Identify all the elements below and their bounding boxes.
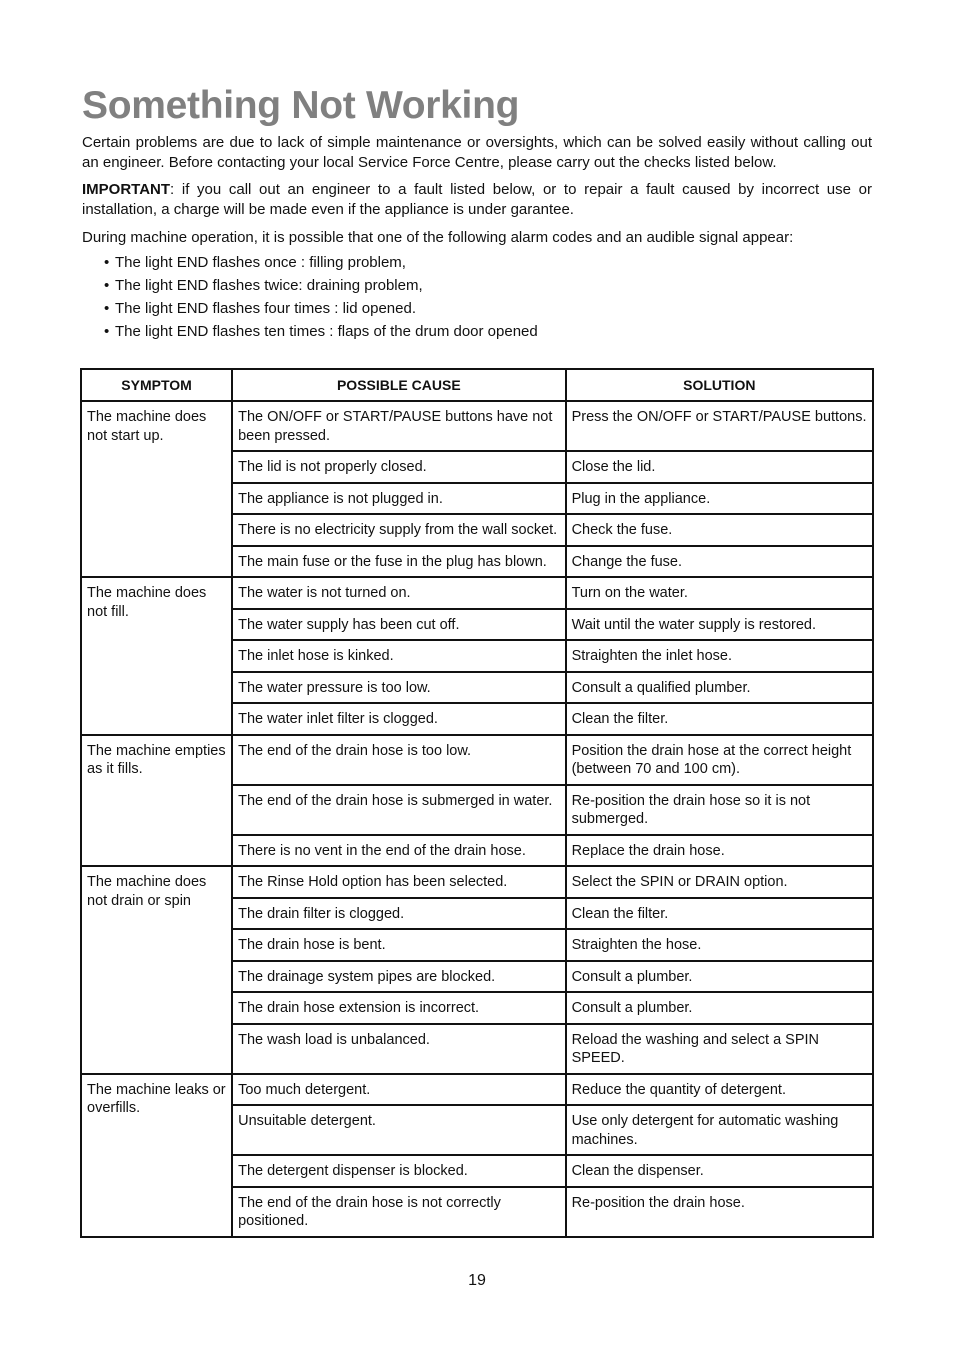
symptom-cell: The machine does not fill. bbox=[81, 577, 232, 735]
cause-cell: The end of the drain hose is submerged in water. bbox=[232, 785, 565, 835]
solution-cell: Consult a plumber. bbox=[566, 992, 873, 1024]
alarm-code-item bbox=[104, 299, 538, 322]
solution-cell: Clean the filter. bbox=[566, 703, 873, 735]
symptom-cell: The machine empties as it fills. bbox=[81, 735, 232, 867]
cause-cell: The ON/OFF or START/PAUSE buttons have not been pressed. bbox=[232, 401, 565, 451]
solution-cell: Close the lid. bbox=[566, 451, 873, 483]
header-symptom: SYMPTOM bbox=[81, 369, 232, 401]
cause-cell: The end of the drain hose is too low. bbox=[232, 735, 565, 785]
important-label: IMPORTANT bbox=[82, 181, 171, 198]
alarm-code-text: The light END flashes twice: draining problem, bbox=[115, 277, 423, 294]
alarm-code-item bbox=[104, 322, 538, 345]
bullet-icon: • bbox=[104, 277, 110, 294]
alarm-intro: During machine operation, it is possible that one of the following alarm codes and an audible signal appear: bbox=[82, 229, 794, 246]
cause-cell: The appliance is not plugged in. bbox=[232, 483, 565, 515]
symptom-cell: The machine does not drain or spin bbox=[81, 866, 232, 1074]
solution-cell: Straighten the inlet hose. bbox=[566, 640, 873, 672]
cause-cell: The Rinse Hold option has been selected. bbox=[232, 866, 565, 898]
cause-cell: Too much detergent. bbox=[232, 1074, 565, 1106]
solution-cell: Wait until the water supply is restored. bbox=[566, 609, 873, 641]
cause-cell: The water pressure is too low. bbox=[232, 672, 565, 704]
cause-cell: The drain hose is bent. bbox=[232, 929, 565, 961]
page-title: Something Not Working bbox=[82, 84, 520, 127]
intro-paragraph: Certain problems are due to lack of simple maintenance or oversights, which can be solved easily without calling out an engineer. Before contacting your local Service Force Centre, please carry out the checks listed below. bbox=[82, 134, 872, 171]
cause-cell: There is no electricity supply from the wall socket. bbox=[232, 514, 565, 546]
alarm-code-list bbox=[104, 253, 538, 345]
cause-cell: The main fuse or the fuse in the plug has blown. bbox=[232, 546, 565, 578]
solution-cell: Straighten the hose. bbox=[566, 929, 873, 961]
solution-cell: Press the ON/OFF or START/PAUSE buttons. bbox=[566, 401, 873, 451]
alarm-code-item bbox=[104, 276, 538, 299]
header-solution: SOLUTION bbox=[566, 369, 873, 401]
alarm-code-text: The light END flashes four times : lid opened. bbox=[115, 300, 416, 317]
solution-cell: Clean the filter. bbox=[566, 898, 873, 930]
alarm-code-item bbox=[104, 253, 538, 276]
solution-cell: Turn on the water. bbox=[566, 577, 873, 609]
solution-cell: Check the fuse. bbox=[566, 514, 873, 546]
page-number: 19 bbox=[468, 1272, 486, 1289]
solution-cell: Plug in the appliance. bbox=[566, 483, 873, 515]
cause-cell: The end of the drain hose is not correctly positioned. bbox=[232, 1187, 565, 1237]
solution-cell: Select the SPIN or DRAIN option. bbox=[566, 866, 873, 898]
cause-cell: Unsuitable detergent. bbox=[232, 1105, 565, 1155]
solution-cell: Re-position the drain hose so it is not submerged. bbox=[566, 785, 873, 835]
cause-cell: The wash load is unbalanced. bbox=[232, 1024, 565, 1074]
symptom-cell: The machine does not start up. bbox=[81, 401, 232, 577]
table-row bbox=[81, 1074, 873, 1106]
alarm-code-text: The light END flashes ten times : flaps of the drum door opened bbox=[115, 323, 538, 340]
solution-cell: Reduce the quantity of detergent. bbox=[566, 1074, 873, 1106]
cause-cell: The water inlet filter is clogged. bbox=[232, 703, 565, 735]
bullet-icon: • bbox=[104, 300, 110, 317]
table-header-row bbox=[81, 369, 873, 401]
header-possible-cause: POSSIBLE CAUSE bbox=[232, 369, 565, 401]
solution-cell: Position the drain hose at the correct height (between 70 and 100 cm). bbox=[566, 735, 873, 785]
important-text: : if you call out an engineer to a fault listed below, or to repair a fault caused by incorrect use or installation, a charge will be made even if the appliance is under garantee. bbox=[82, 181, 872, 218]
solution-cell: Re-position the drain hose. bbox=[566, 1187, 873, 1237]
cause-cell: The water is not turned on. bbox=[232, 577, 565, 609]
solution-cell: Use only detergent for automatic washing machines. bbox=[566, 1105, 873, 1155]
troubleshooting-table bbox=[80, 368, 874, 1238]
solution-cell: Consult a plumber. bbox=[566, 961, 873, 993]
cause-cell: The water supply has been cut off. bbox=[232, 609, 565, 641]
solution-cell: Consult a qualified plumber. bbox=[566, 672, 873, 704]
table-row bbox=[81, 401, 873, 451]
cause-cell: The detergent dispenser is blocked. bbox=[232, 1155, 565, 1187]
solution-cell: Reload the washing and select a SPIN SPEED. bbox=[566, 1024, 873, 1074]
cause-cell: The lid is not properly closed. bbox=[232, 451, 565, 483]
table-body bbox=[81, 401, 873, 1237]
cause-cell: The drainage system pipes are blocked. bbox=[232, 961, 565, 993]
solution-cell: Change the fuse. bbox=[566, 546, 873, 578]
bullet-icon: • bbox=[104, 254, 110, 271]
table-row bbox=[81, 577, 873, 609]
cause-cell: The inlet hose is kinked. bbox=[232, 640, 565, 672]
solution-cell: Replace the drain hose. bbox=[566, 835, 873, 867]
cause-cell: The drain hose extension is incorrect. bbox=[232, 992, 565, 1024]
table-row bbox=[81, 866, 873, 898]
table-row bbox=[81, 735, 873, 785]
alarm-code-text: The light END flashes once : filling problem, bbox=[115, 254, 406, 271]
solution-cell: Clean the dispenser. bbox=[566, 1155, 873, 1187]
cause-cell: There is no vent in the end of the drain hose. bbox=[232, 835, 565, 867]
important-paragraph bbox=[82, 180, 872, 219]
symptom-cell: The machine leaks or overfills. bbox=[81, 1074, 232, 1237]
bullet-icon: • bbox=[104, 323, 110, 340]
cause-cell: The drain filter is clogged. bbox=[232, 898, 565, 930]
